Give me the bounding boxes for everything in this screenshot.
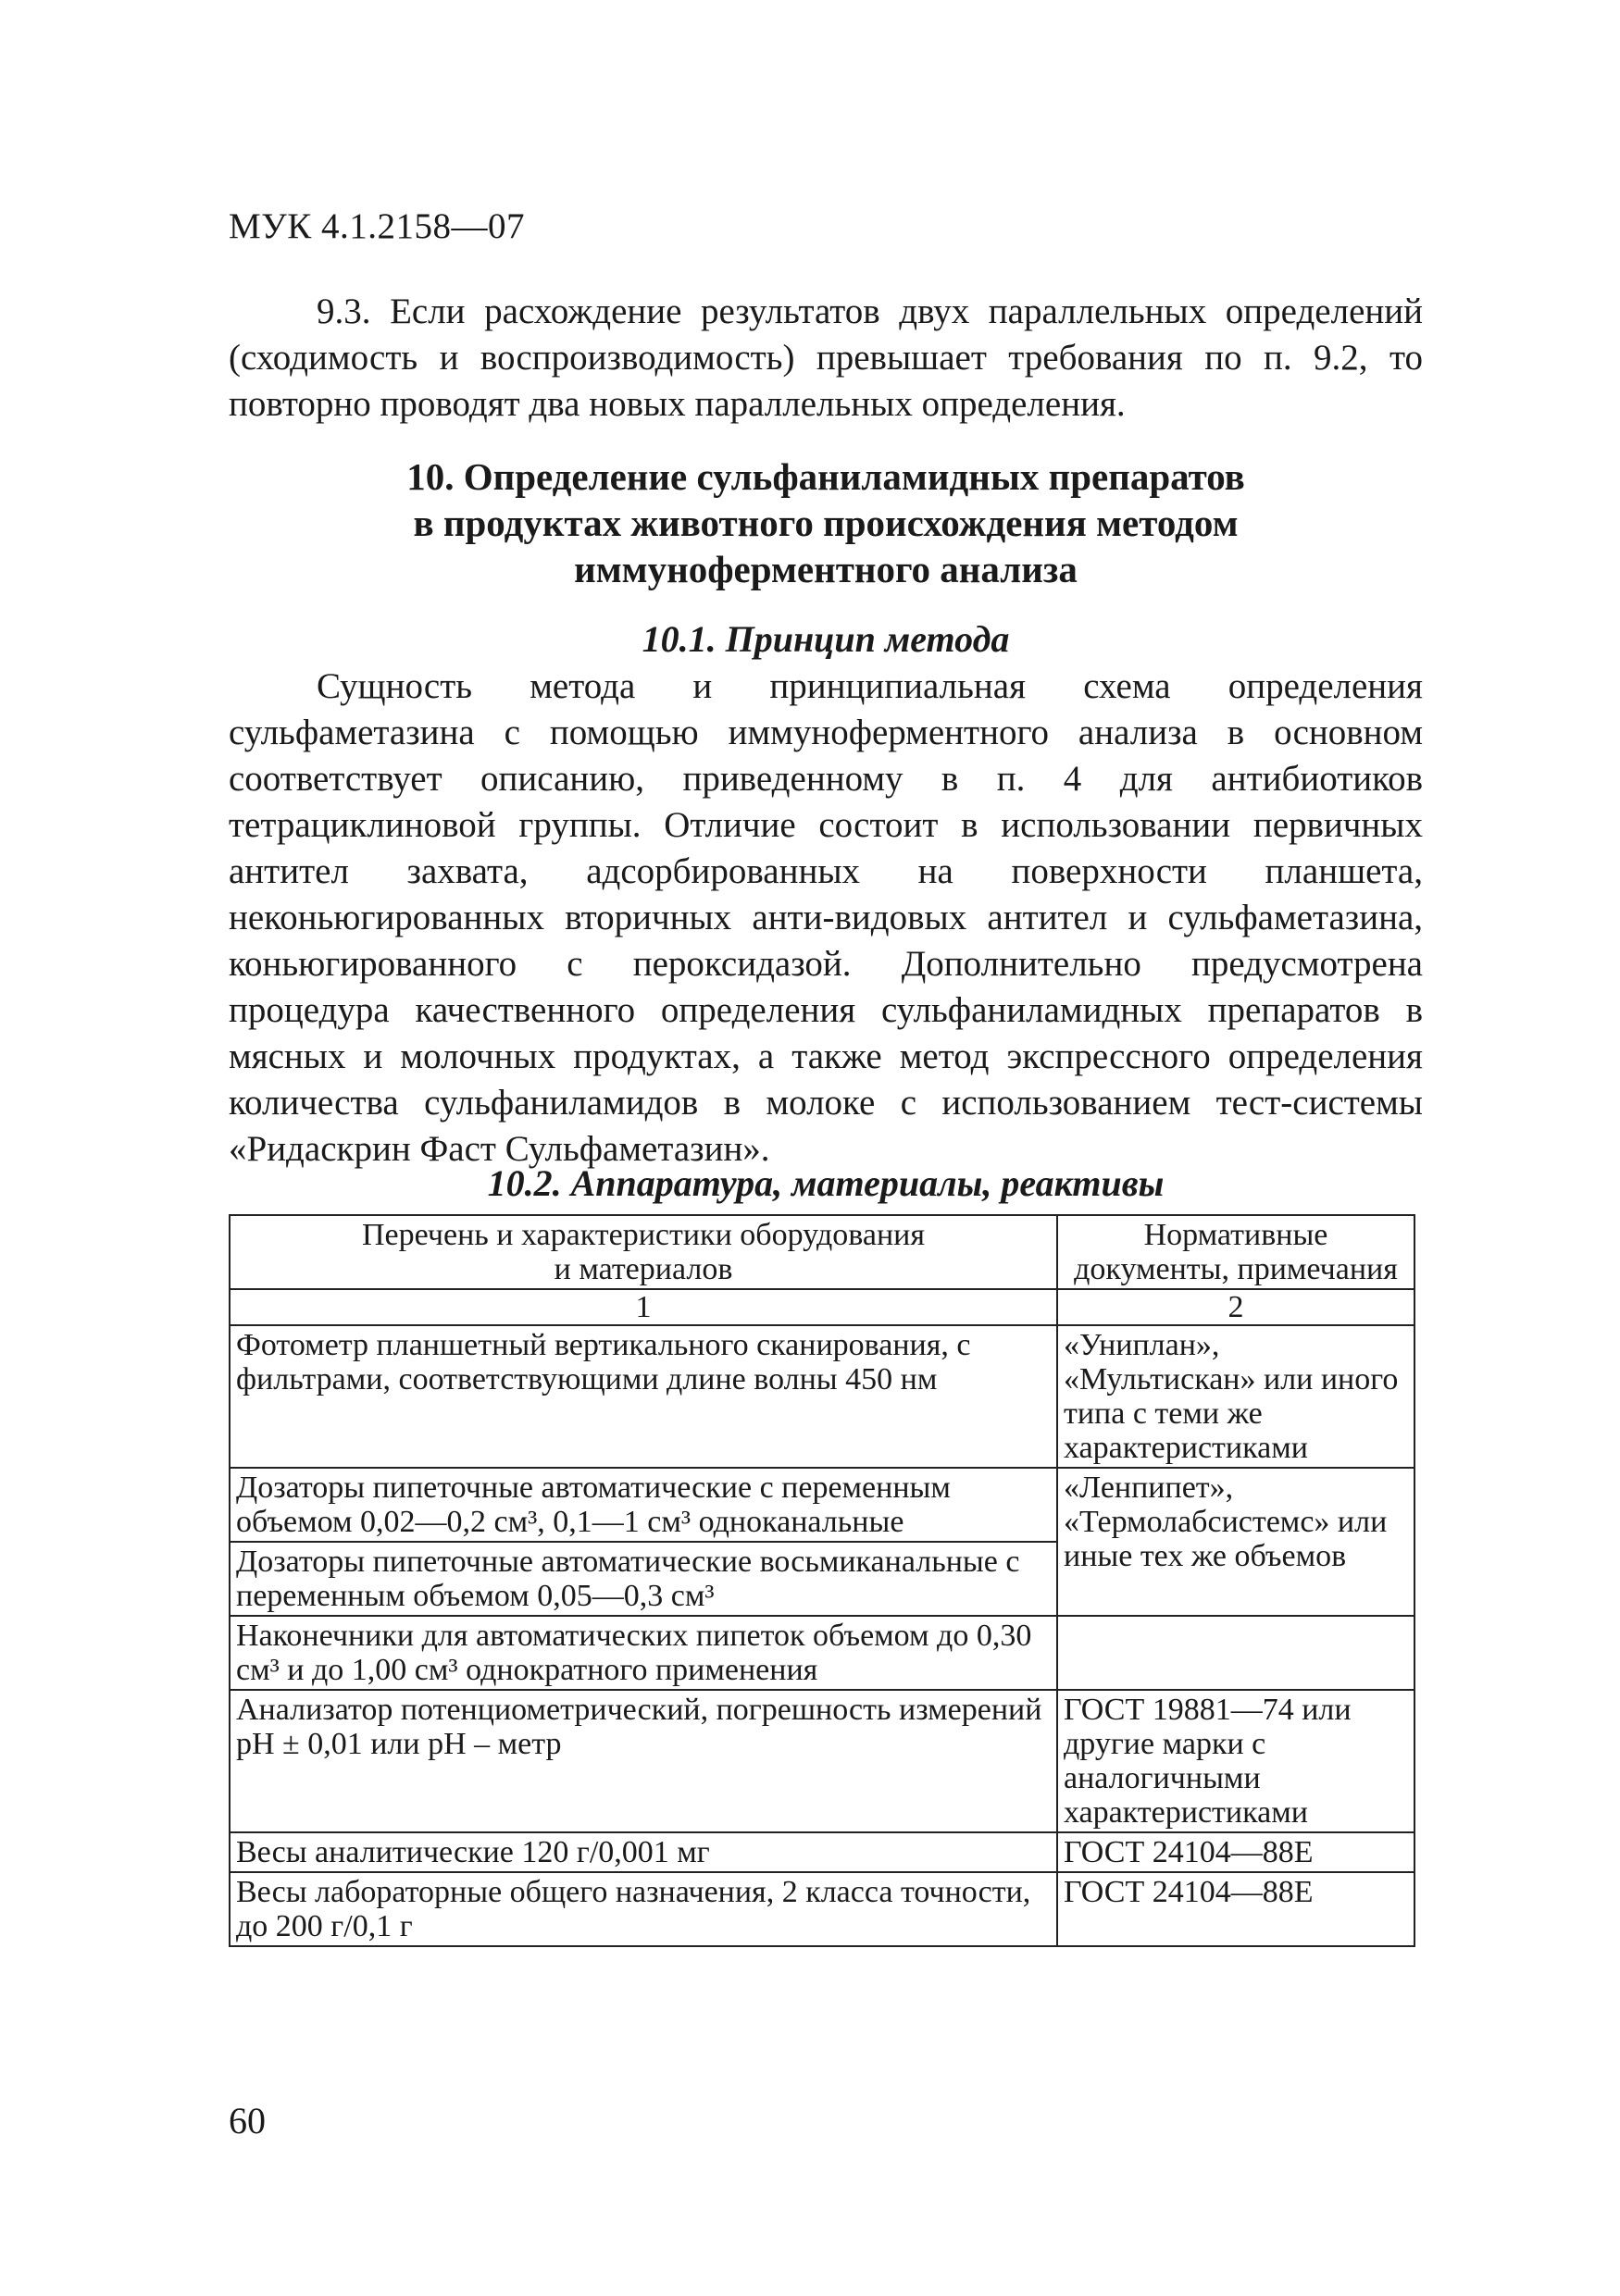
row-note-photometer: «Униплан», «Мультискан» или иного типа с теми же характеристиками xyxy=(1057,1325,1414,1468)
header-cell-documents xyxy=(1057,1215,1414,1289)
table-row xyxy=(230,1872,1414,1946)
table-column-number-row xyxy=(230,1289,1414,1325)
row-item-photometer: Фотометр планшетный вертикального сканирования, с фильтрами, соответствующими длине волны 450 нм xyxy=(230,1325,1057,1468)
table-header-row xyxy=(230,1215,1414,1289)
table-row xyxy=(230,1832,1414,1872)
row-item-dispensers-eight: Дозаторы пипеточные автоматические восьмиканальные с переменным объемом 0,05—0,3 см³ xyxy=(230,1542,1057,1616)
column-number-1: 1 xyxy=(230,1289,1057,1325)
section-10-title xyxy=(229,453,1423,592)
document-code-header: МУК 4.1.2158—07 xyxy=(229,206,526,246)
table-row xyxy=(230,1325,1414,1468)
table-row xyxy=(230,1468,1414,1542)
row-note-lab-scales: ГОСТ 24104—88Е xyxy=(1057,1872,1414,1946)
equipment-table xyxy=(229,1214,1415,1947)
subheading-10-1: 10.1. Принцип метода xyxy=(642,618,1010,660)
subheading-10-2: 10.2. Аппаратура, материалы, реактивы xyxy=(487,1162,1165,1204)
section-title-line-2: в продуктах животного происхождения методом xyxy=(413,502,1239,544)
row-item-analyzer: Анализатор потенциометрический, погрешность измерений pH ± 0,01 или pH – метр xyxy=(230,1690,1057,1832)
paragraph-9-3: 9.3. Если расхождение результатов двух параллельных определений (сходимость и воспроизводимость) превышает требования по п. 9.2, то повторно проводят два новых параллельных определения. xyxy=(229,292,1423,424)
row-item-lab-scales: Весы лабораторные общего назначения, 2 класса точности, до 200 г/0,1 г xyxy=(230,1872,1057,1946)
row-item-tips: Наконечники для автоматических пипеток объемом до 0,30 см³ и до 1,00 см³ однократного применения xyxy=(230,1616,1057,1690)
row-note-dispensers: «Ленпипет», «Термолабсистемс» или иные тех же объемов xyxy=(1057,1468,1414,1616)
section-title-line-1: 10. Определение сульфаниламидных препаратов xyxy=(406,455,1245,498)
header-documents-line-2: документы, примечания xyxy=(1074,1252,1398,1286)
header-equipment-line-1: Перечень и характеристики оборудования xyxy=(361,1218,925,1252)
header-documents-line-1: Нормативные xyxy=(1143,1218,1328,1252)
row-item-analytical-scales: Весы аналитические 120 г/0,001 мг xyxy=(230,1832,1057,1872)
row-note-analytical-scales: ГОСТ 24104—88Е xyxy=(1057,1832,1414,1872)
table-row xyxy=(230,1690,1414,1832)
header-equipment-line-2: и материалов xyxy=(554,1252,733,1286)
row-note-analyzer: ГОСТ 19881—74 или другие марки с аналогичными характеристиками xyxy=(1057,1690,1414,1832)
page-number: 60 xyxy=(229,2100,266,2141)
header-cell-equipment xyxy=(230,1215,1057,1289)
table-row xyxy=(230,1616,1414,1690)
section-title-line-3: иммуноферментного анализа xyxy=(574,548,1078,590)
row-item-dispensers-single: Дозаторы пипеточные автоматические с переменным объемом 0,02—0,2 см³, 0,1—1 см³ одноканальные xyxy=(230,1468,1057,1542)
row-note-tips xyxy=(1057,1616,1414,1690)
column-number-2: 2 xyxy=(1057,1289,1414,1325)
paragraph-10-1: Сущность метода и принципиальная схема определения сульфаметазина с помощью иммуноферментного анализа в основном соответствует описанию, приведенному в п. 4 для антибиотиков тетрациклиновой группы. Отличие состоит в использовании первичных антител захвата, адсорбированных на поверхности планшета, неконьюгированных вторичных анти-видовых антител и сульфаметазина, коньюгированного с пероксидазой. Дополнительно предусмотрена процедура качественного определения сульфаниламидных препаратов в мясных и молочных продуктах, а также метод экспрессного определения количества сульфаниламидов в молоке с использованием тест-системы «Ридаскрин Фаст Сульфаметазин». xyxy=(229,666,1423,1169)
